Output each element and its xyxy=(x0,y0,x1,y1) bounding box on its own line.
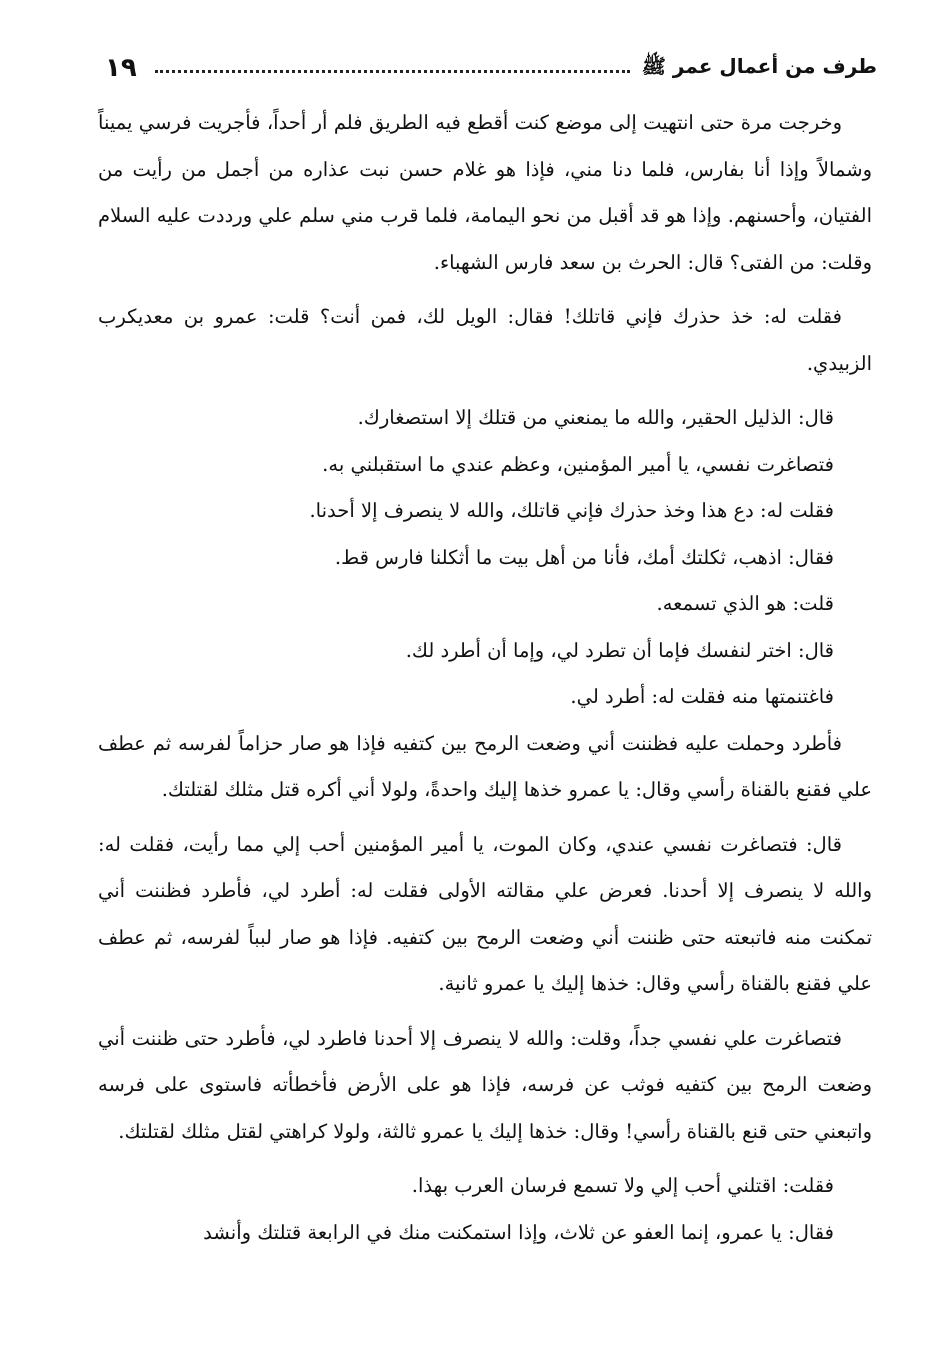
paragraph: فتصاغرت نفسي، يا أمير المؤمنين، وعظم عندي ما استقبلني به. xyxy=(322,452,834,476)
paragraph: وخرجت مرة حتى انتهيت إلى موضع كنت أقطع فيه الطريق فلم أر أحداً، فأجريت فرسي يميناً وشمالاً وإذا أنا بفارس، فلما دنا مني، فإذا هو غلام حسن نبت عذاره من أجمل من رأيت من الفتيان، وأحسنهم. وإذا هو قد أقبل من نحو اليمامة، فلما قرب مني سلم علي ورددت عليه السلام وقلت: من الفتى؟ قال: الحرث بن سعد فارس الشهباء. xyxy=(98,111,872,274)
running-title: طرف من أعمال عمر ﷺ xyxy=(641,53,877,78)
paragraph: فتصاغرت علي نفسي جداً، وقلت: والله لا ينصرف إلا أحدنا فاطرد لي، فأطرد حتى ظننت أني وضعت الرمح بين كتفيه فوثب عن فرسه، فإذا هو على الأرض فأخطأته فاستوى على فرسه واتبعني حتى قنع بالقناة رأسي! وقال: خذها إليك يا عمرو ثالثة، ولولا كراهتي لقتل مثلك لقتلتك. xyxy=(98,1026,872,1143)
paragraph: فقلت له: خذ حذرك فإني قاتلك! فقال: الويل لك، فمن أنت؟ قلت: عمرو بن معديكرب الزبيدي. xyxy=(98,305,872,375)
paragraph: فقلت: اقتلني أحب إلي ولا تسمع فرسان العرب بهذا. xyxy=(411,1174,834,1197)
paragraph: قال: الذليل الحقير، والله ما يمنعني من قتلك إلا استصغارك. xyxy=(357,406,834,429)
leader-dots xyxy=(155,70,630,73)
paragraph: قال: اختر لنفسك فإما أن تطرد لي، وإما أن أطرد لك. xyxy=(405,638,834,662)
page-number: ١٩ xyxy=(105,53,137,83)
paragraph: فقلت له: دع هذا وخذ حذرك فإني قاتلك، والله لا ينصرف إلا أحدنا. xyxy=(309,499,834,522)
paragraph: قلت: هو الذي تسمعه. xyxy=(656,592,834,615)
paragraph: فقال: اذهب، ثكلتك أمك، فأنا من أهل بيت ما أثكلنا فارس قط. xyxy=(334,545,834,569)
paragraph: فاغتنمتها منه فقلت له: أطرد لي. xyxy=(570,685,834,708)
page-header xyxy=(105,48,877,88)
paragraph: فقال: يا عمرو، إنما العفو عن ثلاث، وإذا استمكنت منك في الرابعة قتلتك وأنشد xyxy=(203,1220,834,1244)
paragraph: قال: فتصاغرت نفسي عندي، وكان الموت، يا أمير المؤمنين أحب إلي مما رأيت، فقلت له: والله لا ينصرف إلا أحدنا. فعرض علي مقالته الأولى فقلت له: أطرد لي، فأطرد فظننت أني تمكنت منه فاتبعته حتى ظننت أني وضعت الرمح بين كتفيه. فإذا هو صار لبباً لفرسه، ثم عطف علي فقنع بالقناة رأسي وقال: خذها إليك يا عمرو ثانية. xyxy=(98,832,872,995)
paragraph: فأطرد وحملت عليه فظننت أني وضعت الرمح بين كتفيه فإذا هو صار حزاماً لفرسه ثم عطف علي فقنع بالقناة رأسي وقال: يا عمرو خذها إليك واحدةً، ولولا أني أكره قتل مثلك لقتلتك. xyxy=(98,731,872,801)
page-body xyxy=(98,100,872,1256)
